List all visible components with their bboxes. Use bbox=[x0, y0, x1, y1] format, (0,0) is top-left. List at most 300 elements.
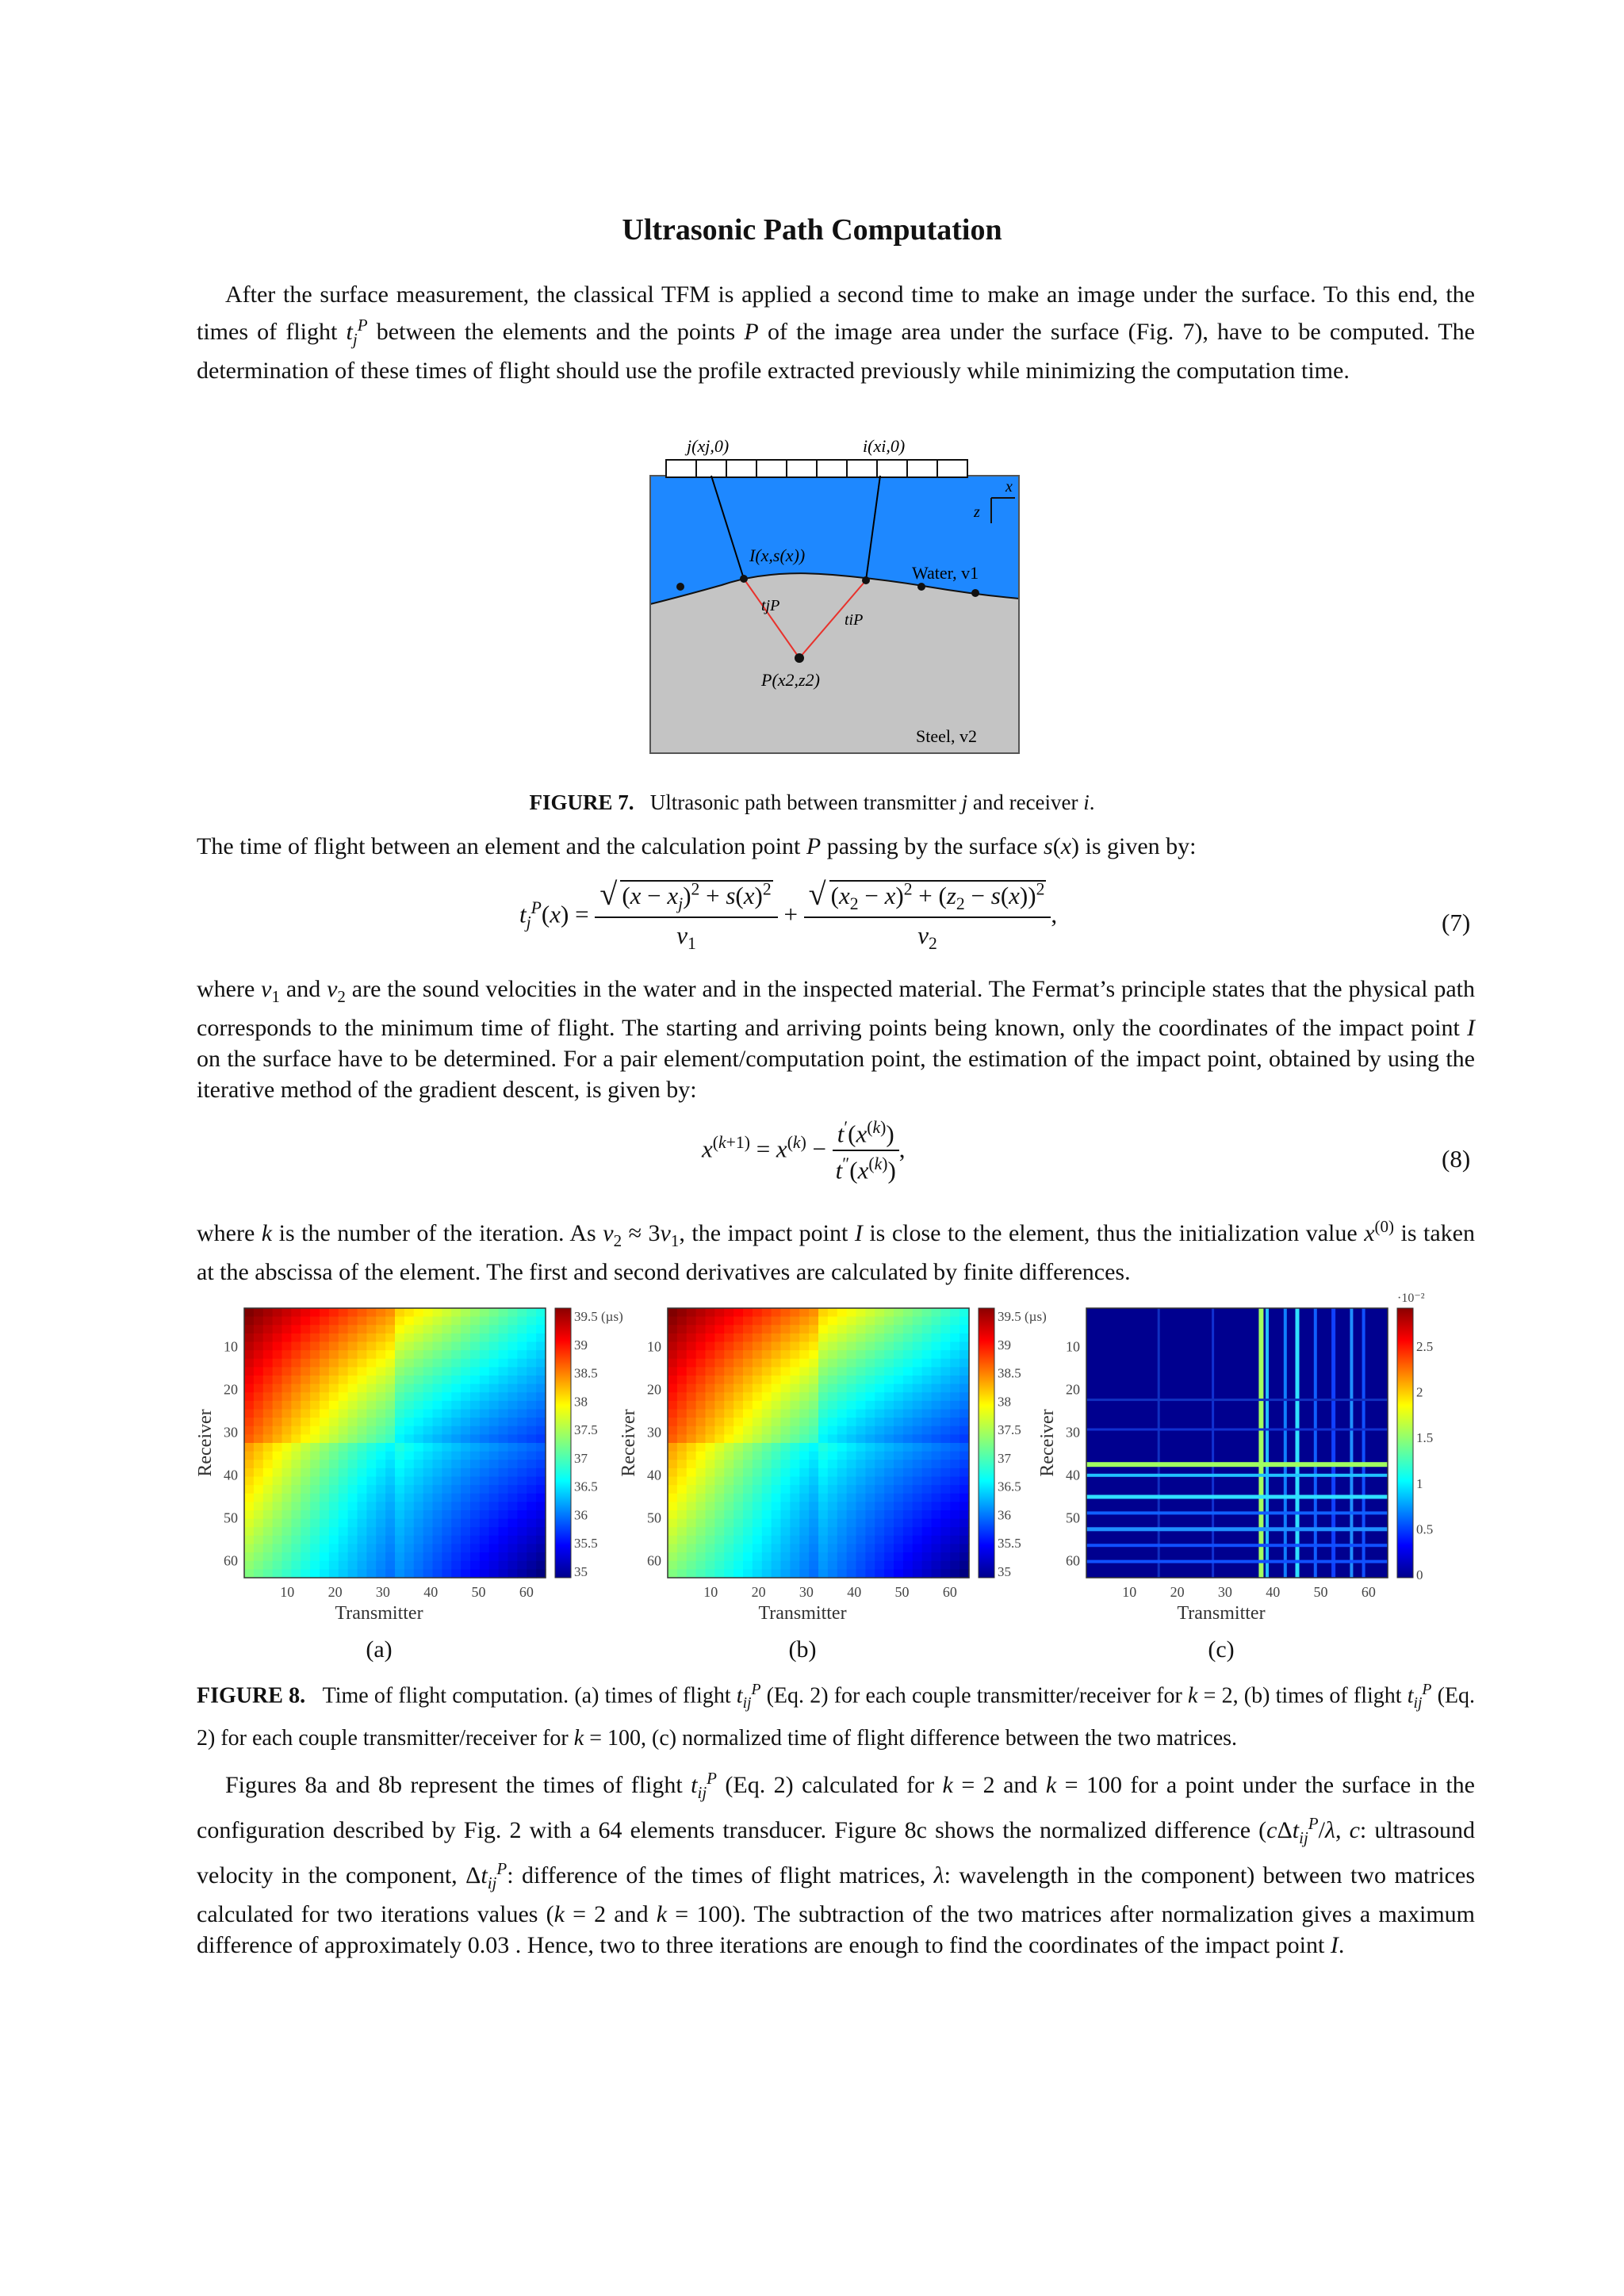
heatmap-cell bbox=[310, 1569, 320, 1578]
colorbar-tick-label: 0 bbox=[1416, 1567, 1423, 1582]
heatmap-cell bbox=[932, 1384, 941, 1393]
heatmap-cell bbox=[847, 1510, 856, 1519]
heatmap-cell bbox=[527, 1384, 536, 1393]
heatmap-cell bbox=[348, 1350, 358, 1359]
heatmap-cell bbox=[254, 1552, 263, 1561]
heatmap-cell bbox=[913, 1334, 922, 1342]
heatmap-cell bbox=[254, 1485, 263, 1494]
heatmap-cell bbox=[743, 1376, 753, 1384]
heatmap-cell bbox=[480, 1359, 489, 1368]
heatmap-cell bbox=[837, 1401, 847, 1410]
heatmap-cell bbox=[470, 1485, 480, 1494]
heatmap-cell bbox=[442, 1468, 451, 1477]
heatmap-cell bbox=[687, 1418, 696, 1426]
heatmap-cell bbox=[301, 1426, 310, 1435]
heatmap-cell bbox=[790, 1384, 799, 1393]
heatmap-cell bbox=[809, 1384, 818, 1393]
heatmap-cell bbox=[244, 1342, 254, 1351]
heatmap-cell bbox=[714, 1569, 724, 1578]
heatmap-cell bbox=[772, 1325, 781, 1334]
heatmap-cell bbox=[743, 1460, 753, 1468]
heatmap-cell bbox=[959, 1410, 969, 1418]
heatmap-cell bbox=[772, 1376, 781, 1384]
heatmap-cell bbox=[818, 1519, 828, 1528]
heatmap-cell bbox=[517, 1376, 527, 1384]
heatmap-cell bbox=[828, 1460, 837, 1468]
heatmap-cell bbox=[668, 1561, 677, 1570]
heatmap-cell bbox=[828, 1325, 837, 1334]
heatmap-cell bbox=[282, 1418, 292, 1426]
heatmap-cell bbox=[714, 1392, 724, 1401]
heatmap-cell bbox=[385, 1376, 395, 1384]
heatmap-cell bbox=[772, 1569, 781, 1578]
heatmap-cell bbox=[254, 1527, 263, 1536]
heatmap-cell bbox=[781, 1401, 791, 1410]
heatmap-cell bbox=[329, 1460, 339, 1468]
heatmap-cell bbox=[828, 1359, 837, 1368]
heatmap-cell bbox=[950, 1308, 959, 1317]
heatmap-cell bbox=[480, 1392, 489, 1401]
heatmap-cell bbox=[470, 1536, 480, 1544]
heatmap-cell bbox=[762, 1317, 772, 1326]
heatmap-cell bbox=[489, 1536, 499, 1544]
heatmap-cell bbox=[395, 1452, 404, 1460]
heatmap-cell bbox=[442, 1510, 451, 1519]
heatmap-cell bbox=[809, 1494, 818, 1502]
heatmap-cell bbox=[733, 1443, 743, 1452]
heatmap-cell bbox=[799, 1561, 809, 1570]
heatmap-cell bbox=[687, 1350, 696, 1359]
heatmap-cell bbox=[940, 1401, 950, 1410]
heatmap-cell bbox=[489, 1367, 499, 1376]
heatmap-cell bbox=[480, 1443, 489, 1452]
heatmap-cell bbox=[433, 1460, 442, 1468]
heatmap-cell bbox=[837, 1519, 847, 1528]
heatmap-cell bbox=[320, 1552, 329, 1561]
heatmap-cell bbox=[865, 1426, 875, 1435]
heatmap-cell bbox=[348, 1384, 358, 1393]
x-tick-label: 50 bbox=[471, 1584, 486, 1600]
heatmap-cell bbox=[865, 1510, 875, 1519]
heatmap-cell bbox=[932, 1325, 941, 1334]
heatmap-cell bbox=[508, 1443, 518, 1452]
heatmap-cell bbox=[894, 1519, 903, 1528]
heatmap-cell bbox=[847, 1392, 856, 1401]
heatmap-panel-3 bbox=[1037, 1292, 1433, 1663]
heatmap-cell bbox=[244, 1510, 254, 1519]
heatmap-cell bbox=[856, 1426, 866, 1435]
heatmap-cell bbox=[329, 1401, 339, 1410]
heatmap-cell bbox=[828, 1401, 837, 1410]
heatmap-cell bbox=[818, 1418, 828, 1426]
heatmap-cell bbox=[414, 1494, 423, 1502]
heatmap-cell bbox=[385, 1519, 395, 1528]
heatmap-cell bbox=[423, 1325, 433, 1334]
heatmap-cell bbox=[959, 1468, 969, 1477]
heatmap-cell bbox=[508, 1308, 518, 1317]
colorbar-tick-label: 38 bbox=[998, 1394, 1011, 1410]
heatmap-row-band bbox=[1086, 1560, 1388, 1563]
heatmap-cell bbox=[903, 1477, 913, 1486]
heatmap-cell bbox=[903, 1468, 913, 1477]
heatmap-cell bbox=[423, 1384, 433, 1393]
heatmap-cell bbox=[894, 1367, 903, 1376]
heatmap-cell bbox=[282, 1485, 292, 1494]
heatmap-cell bbox=[668, 1342, 677, 1351]
heatmap-cell bbox=[714, 1502, 724, 1510]
heatmap-cell bbox=[310, 1376, 320, 1384]
heatmap-cell bbox=[358, 1452, 367, 1460]
heatmap-cell bbox=[470, 1519, 480, 1528]
heatmap-cell bbox=[508, 1477, 518, 1486]
heatmap-cell bbox=[273, 1569, 282, 1578]
heatmap-cell bbox=[913, 1410, 922, 1418]
heatmap-cell bbox=[263, 1342, 273, 1351]
heatmap-cell bbox=[799, 1443, 809, 1452]
heatmap-cell bbox=[329, 1317, 339, 1326]
heatmap-cell bbox=[809, 1527, 818, 1536]
heatmap-cell bbox=[536, 1334, 546, 1342]
heatmap-cell bbox=[499, 1494, 508, 1502]
heatmap-cell bbox=[950, 1401, 959, 1410]
heatmap-cell bbox=[404, 1460, 414, 1468]
heatmap-cell bbox=[875, 1510, 884, 1519]
heatmap-cell bbox=[470, 1510, 480, 1519]
heatmap-cell bbox=[799, 1418, 809, 1426]
heatmap-cell bbox=[320, 1443, 329, 1452]
heatmap-cell bbox=[743, 1384, 753, 1393]
heatmap-cell bbox=[385, 1443, 395, 1452]
heatmap-cell bbox=[461, 1536, 470, 1544]
heatmap-cell bbox=[263, 1434, 273, 1443]
heatmap-cell bbox=[781, 1359, 791, 1368]
heatmap-cell bbox=[714, 1468, 724, 1477]
heatmap-cell bbox=[847, 1569, 856, 1578]
heatmap-cell bbox=[677, 1376, 687, 1384]
heatmap-cell bbox=[714, 1552, 724, 1561]
heatmap-cell bbox=[828, 1468, 837, 1477]
heatmap-cell bbox=[913, 1569, 922, 1578]
heatmap-cell bbox=[358, 1569, 367, 1578]
heatmap-cell bbox=[913, 1552, 922, 1561]
heatmap-col-band bbox=[1350, 1308, 1353, 1578]
heatmap-cell bbox=[677, 1485, 687, 1494]
heatmap-cell bbox=[894, 1392, 903, 1401]
heatmap-cell bbox=[894, 1460, 903, 1468]
heatmap-cell bbox=[301, 1359, 310, 1368]
heatmap-cell bbox=[714, 1434, 724, 1443]
heatmap-cell bbox=[461, 1434, 470, 1443]
heatmap-cell bbox=[837, 1384, 847, 1393]
heatmap-cell bbox=[385, 1485, 395, 1494]
heatmap-cell bbox=[423, 1569, 433, 1578]
heatmap-cell bbox=[385, 1384, 395, 1393]
heatmap-cell bbox=[894, 1485, 903, 1494]
heatmap-col-band bbox=[1331, 1308, 1335, 1578]
heatmap-cell bbox=[837, 1392, 847, 1401]
heatmap-cell bbox=[320, 1308, 329, 1317]
heatmap-cell bbox=[254, 1460, 263, 1468]
heatmap-cell bbox=[433, 1544, 442, 1553]
heatmap-cell bbox=[668, 1510, 677, 1519]
heatmap-cell bbox=[799, 1536, 809, 1544]
heatmap-cell bbox=[517, 1418, 527, 1426]
heatmap-cell bbox=[762, 1426, 772, 1435]
heatmap-cell bbox=[433, 1569, 442, 1578]
heatmap-cell bbox=[884, 1485, 894, 1494]
heatmap-cell bbox=[687, 1384, 696, 1393]
heatmap-cell bbox=[714, 1494, 724, 1502]
heatmap-cell bbox=[451, 1443, 461, 1452]
heatmap-cell bbox=[291, 1561, 301, 1570]
heatmap-cell bbox=[781, 1410, 791, 1418]
heatmap-cell bbox=[263, 1485, 273, 1494]
heatmap-cell bbox=[818, 1443, 828, 1452]
heatmap-cell bbox=[536, 1426, 546, 1435]
heatmap-cell bbox=[273, 1325, 282, 1334]
heatmap-cell bbox=[404, 1434, 414, 1443]
heatmap-cell bbox=[433, 1359, 442, 1368]
heatmap-cell bbox=[358, 1410, 367, 1418]
heatmap-cell bbox=[366, 1527, 376, 1536]
heatmap-cell bbox=[470, 1452, 480, 1460]
heatmap-cell bbox=[668, 1452, 677, 1460]
heatmap-cell bbox=[724, 1452, 733, 1460]
heatmap-cell bbox=[320, 1510, 329, 1519]
heatmap-cell bbox=[310, 1460, 320, 1468]
heatmap-cell bbox=[263, 1494, 273, 1502]
heatmap-cell bbox=[254, 1494, 263, 1502]
heatmap-cell bbox=[753, 1426, 762, 1435]
heatmap-cell bbox=[414, 1434, 423, 1443]
heatmap-cell bbox=[366, 1502, 376, 1510]
heatmap-cell bbox=[940, 1569, 950, 1578]
heatmap-cell bbox=[837, 1502, 847, 1510]
heatmap-cell bbox=[282, 1468, 292, 1477]
heatmap-cell bbox=[818, 1308, 828, 1317]
heatmap-cell bbox=[847, 1544, 856, 1553]
heatmap-cell bbox=[772, 1510, 781, 1519]
heatmap-cell bbox=[753, 1544, 762, 1553]
heatmap-cell bbox=[423, 1401, 433, 1410]
heatmap-cell bbox=[856, 1552, 866, 1561]
heatmap-cell bbox=[329, 1485, 339, 1494]
heatmap-cell bbox=[395, 1434, 404, 1443]
heatmap-cell bbox=[837, 1342, 847, 1351]
heatmap-cell bbox=[762, 1494, 772, 1502]
heatmap-cell bbox=[959, 1384, 969, 1393]
heatmap-cell bbox=[799, 1552, 809, 1561]
heatmap-cell bbox=[762, 1418, 772, 1426]
heatmap-cell bbox=[790, 1392, 799, 1401]
heatmap-cell bbox=[254, 1317, 263, 1326]
heatmap-cell bbox=[903, 1552, 913, 1561]
heatmap-cell bbox=[696, 1350, 706, 1359]
heatmap-cell bbox=[894, 1426, 903, 1435]
label-tj: tjP bbox=[761, 597, 780, 614]
heatmap-cell bbox=[254, 1359, 263, 1368]
heatmap-cell bbox=[273, 1317, 282, 1326]
heatmap-panel-2 bbox=[619, 1308, 1047, 1663]
heatmap-cell bbox=[818, 1536, 828, 1544]
heatmap-cell bbox=[291, 1527, 301, 1536]
heatmap-cell bbox=[706, 1477, 715, 1486]
heatmap-cell bbox=[753, 1434, 762, 1443]
heatmap-cell bbox=[706, 1452, 715, 1460]
heatmap-cell bbox=[913, 1510, 922, 1519]
heatmap-cell bbox=[913, 1452, 922, 1460]
heatmap-cell bbox=[480, 1536, 489, 1544]
heatmap-cell bbox=[358, 1527, 367, 1536]
heatmap-cell bbox=[339, 1367, 348, 1376]
heatmap-cell bbox=[527, 1443, 536, 1452]
heatmap-cell bbox=[894, 1384, 903, 1393]
heatmap-cell bbox=[480, 1452, 489, 1460]
heatmap-cell bbox=[781, 1325, 791, 1334]
heatmap-cell bbox=[499, 1452, 508, 1460]
heatmap-cell bbox=[799, 1350, 809, 1359]
heatmap-cell bbox=[480, 1325, 489, 1334]
heatmap-cell bbox=[414, 1552, 423, 1561]
heatmap-cell bbox=[414, 1485, 423, 1494]
heatmap-cell bbox=[527, 1460, 536, 1468]
heatmap-cell bbox=[404, 1561, 414, 1570]
heatmap-cell bbox=[310, 1426, 320, 1435]
heatmap-cell bbox=[818, 1334, 828, 1342]
heatmap-cell bbox=[273, 1376, 282, 1384]
heatmap-cell bbox=[884, 1317, 894, 1326]
y-tick-label: 30 bbox=[647, 1424, 661, 1441]
heatmap-cell bbox=[940, 1317, 950, 1326]
heatmap-cell bbox=[950, 1426, 959, 1435]
heatmap-cell bbox=[884, 1392, 894, 1401]
heatmap-cell bbox=[733, 1502, 743, 1510]
heatmap-cell bbox=[489, 1527, 499, 1536]
heatmap-cell bbox=[499, 1544, 508, 1553]
heatmap-cell bbox=[856, 1477, 866, 1486]
heatmap-cell bbox=[714, 1418, 724, 1426]
heatmap-cell bbox=[847, 1468, 856, 1477]
heatmap-cell bbox=[489, 1477, 499, 1486]
heatmap-cell bbox=[320, 1342, 329, 1351]
heatmap-cell bbox=[442, 1434, 451, 1443]
heatmap-cell bbox=[517, 1569, 527, 1578]
heatmap-cell bbox=[376, 1418, 385, 1426]
heatmap-cell bbox=[790, 1334, 799, 1342]
heatmap-cell bbox=[517, 1561, 527, 1570]
heatmap-cell bbox=[790, 1325, 799, 1334]
heatmap-cell bbox=[894, 1325, 903, 1334]
colorbar-tick-label: 1.5 bbox=[1416, 1430, 1434, 1446]
heatmap-cell bbox=[366, 1418, 376, 1426]
heatmap-cell bbox=[527, 1552, 536, 1561]
heatmap-cell bbox=[687, 1359, 696, 1368]
heatmap-cell bbox=[743, 1367, 753, 1376]
heatmap-cell bbox=[395, 1325, 404, 1334]
heatmap-cell bbox=[733, 1392, 743, 1401]
heatmap-cell bbox=[480, 1468, 489, 1477]
heatmap-cell bbox=[517, 1494, 527, 1502]
heatmap-cell bbox=[799, 1392, 809, 1401]
heatmap-cell bbox=[818, 1376, 828, 1384]
heatmap-cell bbox=[724, 1468, 733, 1477]
heatmap-cell bbox=[790, 1434, 799, 1443]
heatmap-cell bbox=[376, 1502, 385, 1510]
heatmap-cell bbox=[922, 1426, 932, 1435]
heatmap-cell bbox=[809, 1485, 818, 1494]
heatmap-cell bbox=[828, 1392, 837, 1401]
heatmap-cell bbox=[404, 1527, 414, 1536]
heatmap-cell bbox=[753, 1392, 762, 1401]
heatmap-cell bbox=[301, 1376, 310, 1384]
heatmap-cell bbox=[508, 1325, 518, 1334]
heatmap-cell bbox=[809, 1544, 818, 1553]
heatmap-cell bbox=[875, 1367, 884, 1376]
heatmap-cell bbox=[489, 1376, 499, 1384]
heatmap-cell bbox=[818, 1426, 828, 1435]
heatmap-cell bbox=[856, 1401, 866, 1410]
heatmap-cell bbox=[385, 1452, 395, 1460]
heatmap-cell bbox=[940, 1477, 950, 1486]
heatmap-cell bbox=[358, 1536, 367, 1544]
heatmap-cell bbox=[254, 1569, 263, 1578]
heatmap-cell bbox=[856, 1359, 866, 1368]
heatmap-cell bbox=[480, 1460, 489, 1468]
heatmap-cell bbox=[940, 1434, 950, 1443]
heatmap-cell bbox=[527, 1569, 536, 1578]
heatmap-cell bbox=[724, 1384, 733, 1393]
heatmap-cell bbox=[395, 1569, 404, 1578]
heatmap-cell bbox=[828, 1561, 837, 1570]
heatmap-cell bbox=[762, 1502, 772, 1510]
heatmap-cell bbox=[724, 1494, 733, 1502]
heatmap-cell bbox=[320, 1519, 329, 1528]
heatmap-cell bbox=[358, 1401, 367, 1410]
heatmap-cell bbox=[837, 1552, 847, 1561]
heatmap-cell bbox=[781, 1434, 791, 1443]
heatmap-cell bbox=[706, 1460, 715, 1468]
heatmap-cell bbox=[772, 1308, 781, 1317]
heatmap-cell bbox=[499, 1569, 508, 1578]
heatmap-cell bbox=[818, 1317, 828, 1326]
heatmap-cell bbox=[423, 1342, 433, 1351]
heatmap-cell bbox=[903, 1536, 913, 1544]
heatmap-cell bbox=[480, 1308, 489, 1317]
heatmap-cell bbox=[772, 1485, 781, 1494]
heatmap-cell bbox=[244, 1561, 254, 1570]
heatmap-cell bbox=[772, 1460, 781, 1468]
heatmap-cell bbox=[348, 1367, 358, 1376]
heatmap-cell bbox=[922, 1401, 932, 1410]
heatmap-cell bbox=[847, 1359, 856, 1368]
heatmap-cell bbox=[385, 1544, 395, 1553]
y-axis-label: Receiver bbox=[195, 1409, 216, 1477]
heatmap-cell bbox=[433, 1443, 442, 1452]
heatmap-cell bbox=[451, 1418, 461, 1426]
heatmap-cell bbox=[358, 1342, 367, 1351]
heatmap-cell bbox=[291, 1401, 301, 1410]
heatmap-cell bbox=[903, 1494, 913, 1502]
heatmap-cell bbox=[847, 1308, 856, 1317]
heatmap-cell bbox=[668, 1434, 677, 1443]
heatmap-cell bbox=[244, 1401, 254, 1410]
heatmap-cell bbox=[254, 1392, 263, 1401]
heatmap-cell bbox=[837, 1410, 847, 1418]
heatmap-cell bbox=[733, 1477, 743, 1486]
heatmap-cell bbox=[499, 1392, 508, 1401]
heatmap-cell bbox=[932, 1544, 941, 1553]
heatmap-cell bbox=[339, 1384, 348, 1393]
